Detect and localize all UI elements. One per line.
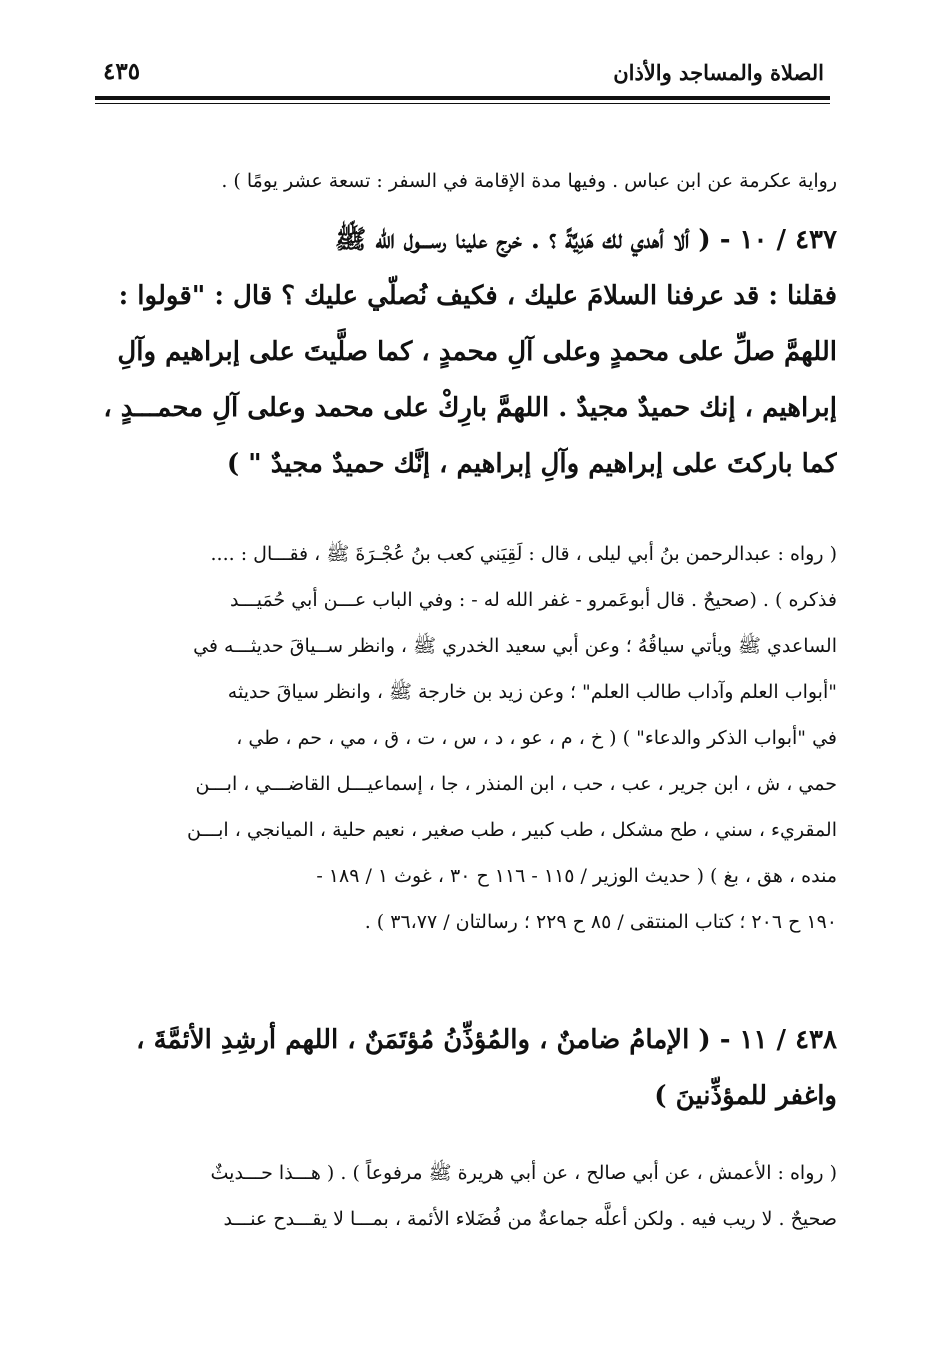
text-line: فذكره ) . (صحيحٌ . قال أبوعَمرو - غفر الله له - : وفي الباب عـــن أبي حُمَيـــد	[230, 589, 837, 611]
text-line: "أبواب العلم وآداب طالب العلم" ؛ وعن زيد بن خارجة ﷺ ، وانظر سياقَ حديثه	[227, 681, 837, 703]
text-line: ٤٣٧ / ١٠ - ( ألا أهدي لك هَدِيَّةً ؟ . خرج علينا رســـول الله ﷺ	[334, 225, 837, 255]
text-line: ( رواه : الأعمش ، عن أبي صالح ، عن أبي هريرة ﷺ مرفوعاً ) . ( هـــذا حـــديثٌ	[210, 1162, 837, 1184]
hadith-437-notes	[92, 531, 837, 945]
text-line: حمي ، ش ، ابن جرير ، عب ، حب ، ابن المنذر ، جا ، إسماعيـــل القاضـــي ، ابـــن	[195, 773, 837, 795]
chapter-title: الصلاة والمساجد والأذان	[613, 60, 824, 85]
header-rule-thin	[95, 103, 830, 104]
text-line: رواية عكرمة عن ابن عباس . وفيها مدة الإقامة في السفر : تسعة عشر يومًا ) .	[221, 170, 837, 192]
text-line: فقلنا : قد عرفنا السلامَ عليك ، فكيف نُصلّي عليك ؟ قال : "قولوا :	[118, 281, 837, 311]
text-line: الساعدي ﷺ ويأتي سياقُهُ ؛ وعن أبي سعيد الخدري ﷺ ، وانظر ســياقَ حديثـــه في	[193, 635, 837, 657]
hadith-437-text	[92, 212, 837, 492]
header-rule-thick	[95, 96, 830, 100]
text-line: إبراهيم ، إنك حميدٌ مجيدٌ . اللهمَّ بارِكْ على محمد وعلى آلِ محمـــدٍ ،	[103, 393, 837, 423]
text-line: في "أبواب الذكر والدعاء" ) ( خ ، م ، عو ، د ، س ، ت ، ق ، مي ، حم ، طي ،	[236, 727, 837, 749]
continued-note	[92, 158, 837, 204]
text-line: ( رواه : عبدالرحمن بنُ أبي ليلى ، قال : لَقِيَني كعب بنُ عُجْـرَةَ ﷺ ، فقـــال : ....	[210, 543, 837, 565]
text-line: ١٩٠ ح ٢٠٦ ؛ كتاب المنتقى / ٨٥ ح ٢٢٩ ؛ رسالتان / ٣٦،٧٧ ) .	[364, 911, 837, 933]
text-line: منده ، هق ، بغ ) ( حديث الوزير / ١١٥ - ١١٦ ح ٣٠ ، غوث ١ / ١٨٩ -	[316, 865, 837, 887]
text-line: اللهمَّ صلِّ على محمدٍ وعلى آلِ محمدٍ ، كما صلَّيتَ على إبراهيم وآلِ	[117, 337, 837, 367]
text-line: واغفر للمؤذِّنينَ )	[654, 1081, 837, 1111]
hadith-438-notes	[92, 1150, 837, 1242]
text-line: كما باركتَ على إبراهيم وآلِ إبراهيم ، إنَّك حميدٌ مجيدٌ " )	[226, 449, 837, 479]
text-line: صحيحٌ . لا ريب فيه . ولكن أعلَّه جماعةٌ من فُضَلاء الأئمة ، بمـــا لا يقـــدح عنـــد	[223, 1208, 837, 1230]
page-number: ٤٣٥	[103, 58, 141, 85]
text-line: ٤٣٨ / ١١ - ( الإمامُ ضامنٌ ، والمُؤذِّنُ مُؤتَمَنٌ ، اللهم أرشِدِ الأئمَّةَ ،	[136, 1025, 837, 1055]
hadith-438-text	[92, 1012, 837, 1124]
running-header	[95, 52, 830, 96]
text-line: المقريء ، سني ، طح مشكل ، طب كبير ، طب صغير ، نعيم حلية ، الميانجي ، ابـــن	[186, 819, 837, 841]
